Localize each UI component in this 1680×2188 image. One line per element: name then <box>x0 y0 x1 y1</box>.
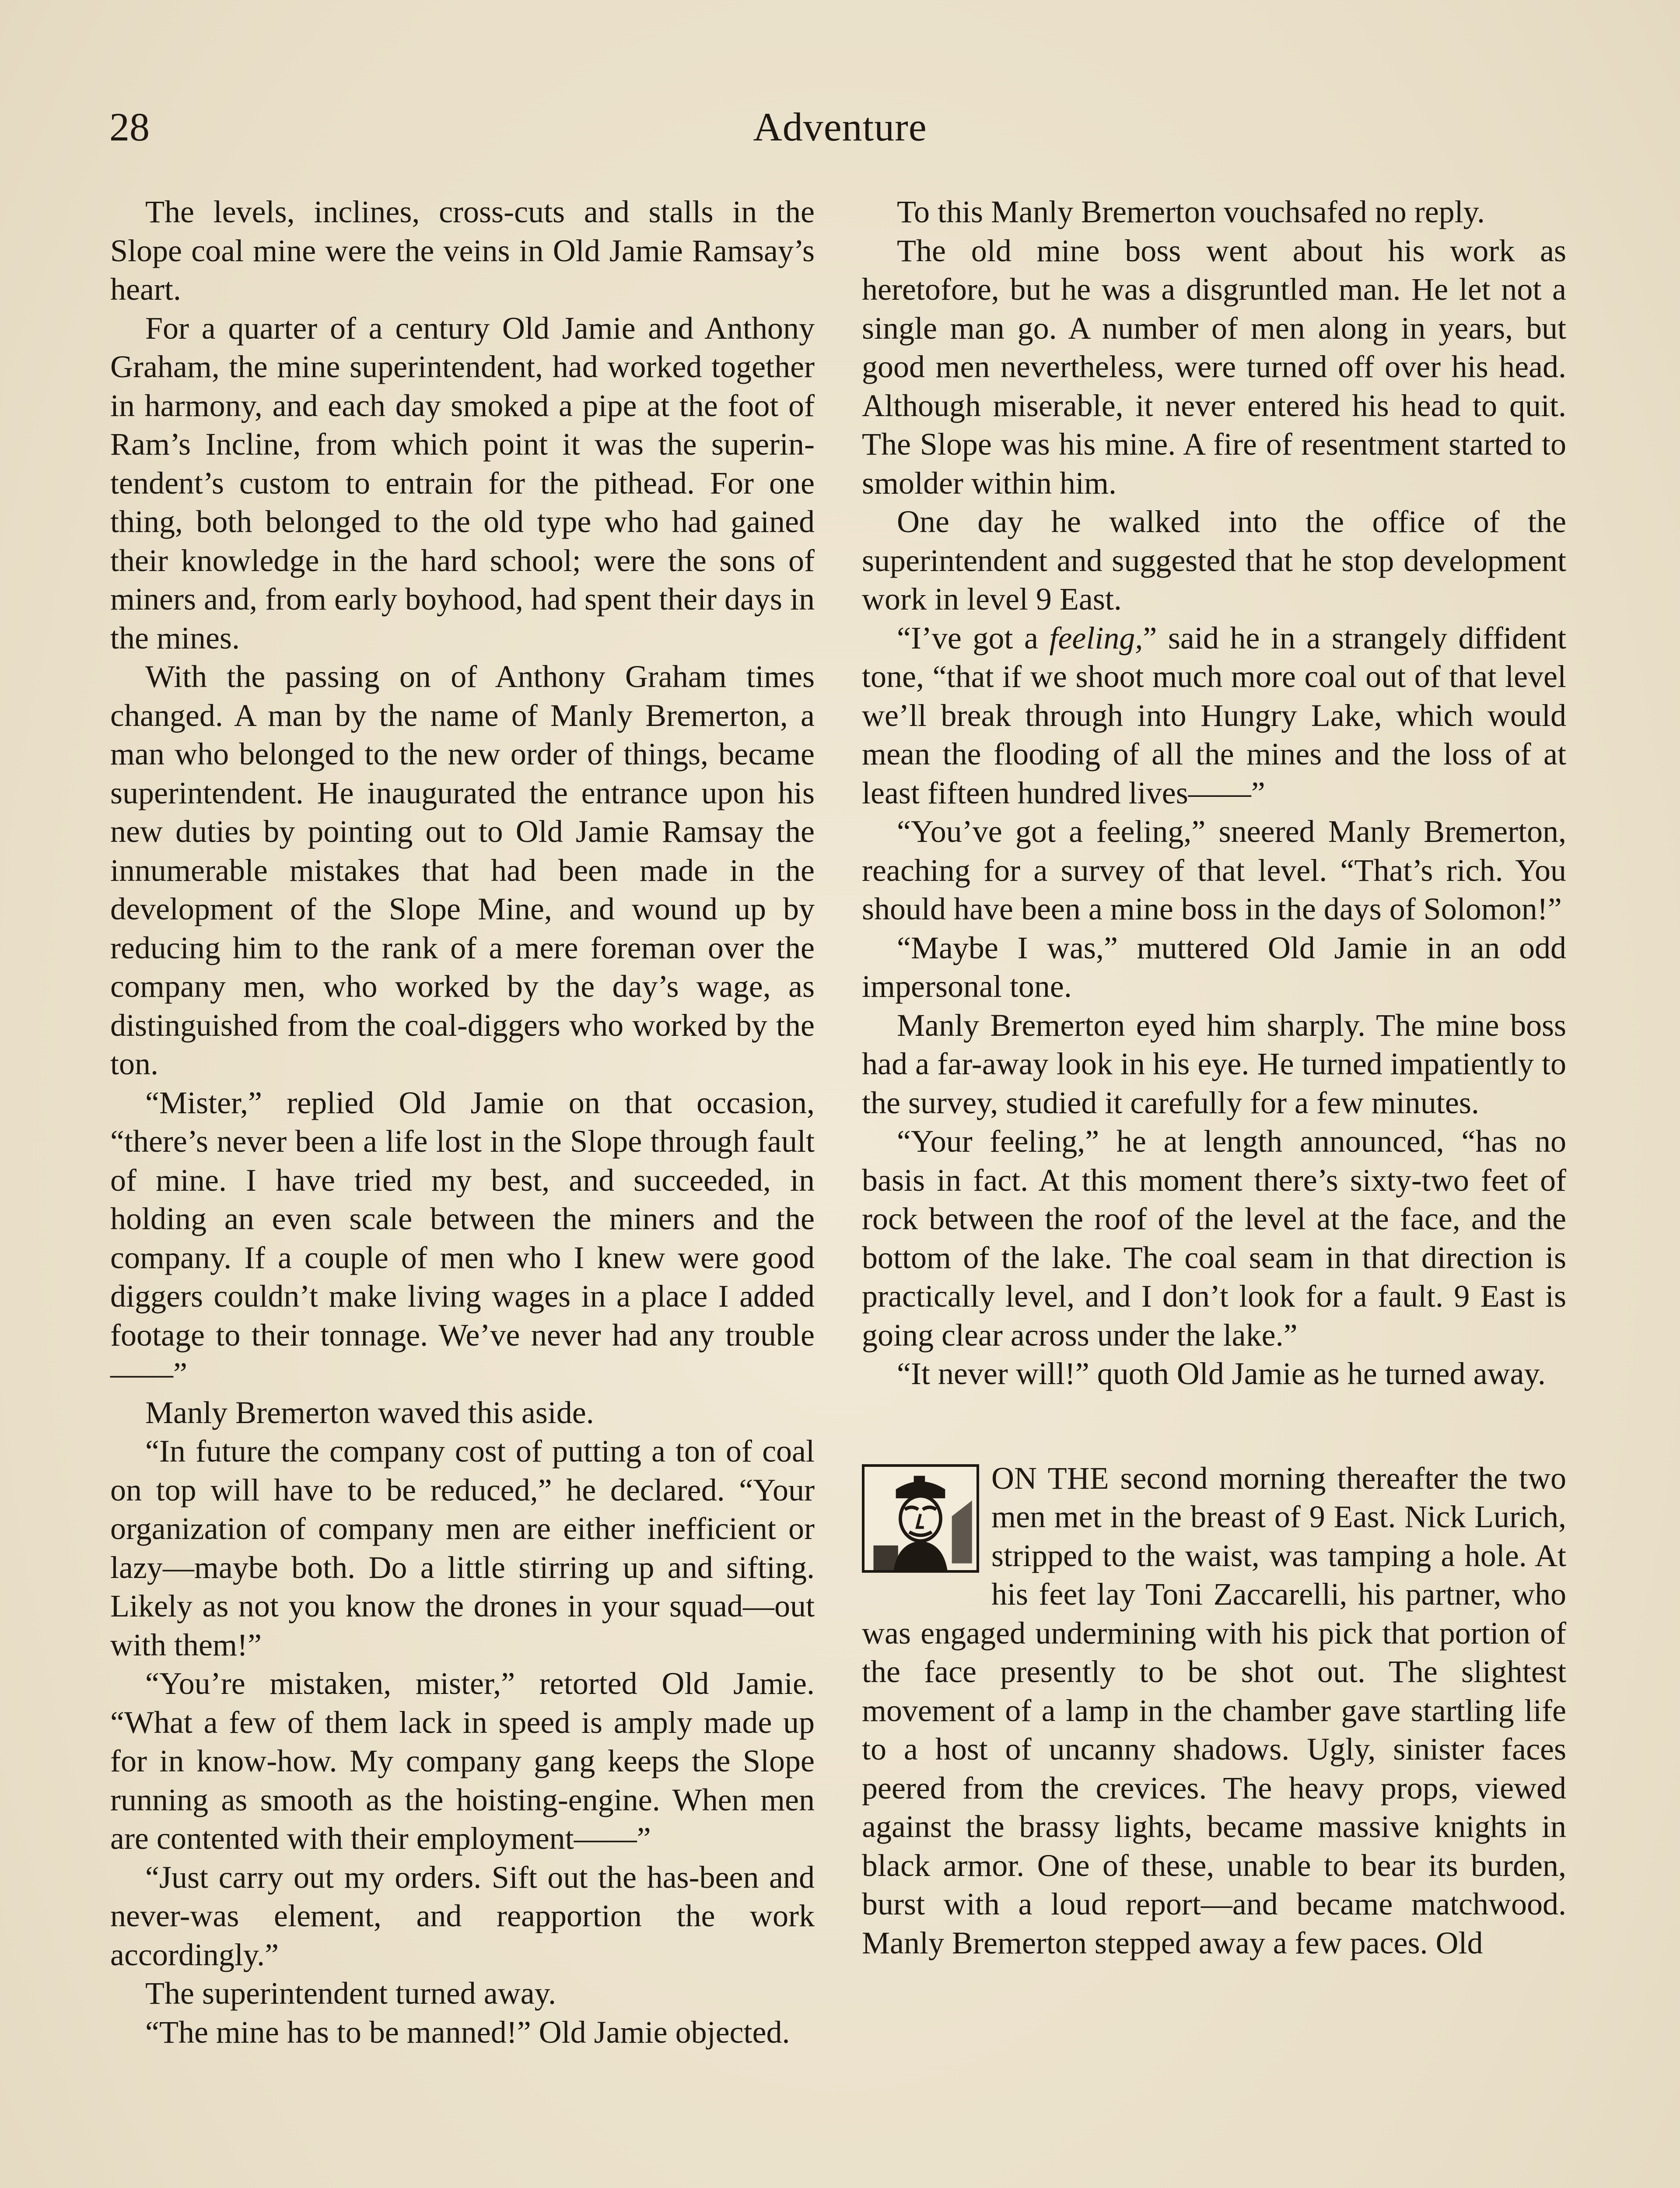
paragraph: Manly Bremerton waved this aside. <box>145 1395 594 1430</box>
paragraph: For a quarter of a century Old Jamie and Anthony Graham, the mine superintendent, had worked together in harmony, and each day smoked a pipe at the foot of Ram’s Incline, from which point it was the superintendent’s custom to entrain for the pithead. For one thing, both belonged to the old type who had gained their knowledge in the hard school; were the sons of miners and, from early boyhood, had spent their days in the mines. <box>110 310 815 656</box>
miner-illustration-icon <box>862 1464 979 1573</box>
paragraph: “You’ve got a feeling,” sneered Manly Bremerton, reaching for a survey of that level. “That’s rich. You should have been a mine boss in the days of Solomon!” <box>862 814 1566 926</box>
paragraph: “It never will!” quoth Old Jamie as he turned away. <box>897 1356 1546 1391</box>
paragraph: The levels, inclines, cross-cuts and stalls in the Slope coal mine were the veins in Old Jamie Ramsay’s heart. <box>110 194 815 307</box>
paragraph: “Just carry out my orders. Sift out the has-been and never-was element, and reapportion the work accordingly.” <box>110 1859 815 1972</box>
paragraph: The old mine boss went about his work as heretofore, but he was a disgruntled man. He let not a single man go. A number of men along in years, but good men nevertheless, were turned off over his head. Although miserable, it never entered his head to quit. The Slope was his mine. A fire of resentment started to smolder within him. <box>862 233 1566 501</box>
right-column <box>862 193 1566 1962</box>
paragraph: One day he walked into the office of the superintendent and suggested that he stop development work in level 9 East. <box>862 504 1566 617</box>
page-header <box>109 94 1571 160</box>
dropcap-text: ON THE second morning thereafter the two men met in the breast of 9 East. Nick Lurich, stripped to the waist, was tamping a hole. At his feet lay Toni Zaccarelli, his partner, who was engaged undermining with his pick that portion of the face presently to be shot out. The slightest movement of a lamp in the chamber gave startling life to a host of uncanny shadows. Ugly, sinister faces peered from the crevices. The heavy props, viewed against the brassy lights, became massive knights in black armor. One of these, unable to bear its burden, burst with a loud report—and became matchwood. Manly Bremerton stepped away a few paces. Old <box>862 1460 1566 1960</box>
section-break <box>862 1393 1566 1459</box>
paragraph: “The mine has to be manned!” Old Jamie objected. <box>145 2014 790 2050</box>
feeling-emphasis: feeling, <box>1049 620 1143 656</box>
paragraph: “Maybe I was,” muttered Old Jamie in an odd impersonal tone. <box>862 930 1566 1004</box>
paragraph: With the passing on of Anthony Graham times changed. A man by the name of Manly Bremerton, a man who belonged to the new order of things, became superintendent. He inaugurated the entrance upon his new duties by pointing out to Old Jamie Ramsay the innumerable mistakes that had been made in the development of the Slope Mine, and wound up by reducing him to the rank of a mere foreman over the company men, who worked by the day’s wage, as distinguished from the coal-diggers who worked by the ton. <box>110 659 815 1081</box>
dropcap-paragraph <box>862 1459 1566 1963</box>
paragraph: The superintendent turned away. <box>145 1976 556 2011</box>
paragraph: “Your feeling,” he at length announced, “has no basis in fact. At this moment there’s sixty-two feet of rock between the roof of the level at the face, and the bottom of the lake. The coal seam in that direction is practically level, and I don’t look for a fault. 9 East is going clear across under the lake.” <box>862 1124 1566 1353</box>
feeling-before: “I’ve got a <box>897 620 1050 656</box>
page-number: 28 <box>109 105 150 149</box>
left-column <box>110 193 815 2051</box>
paragraph: “In future the company cost of putting a ton of coal on top will have to be reduced,” he declared. “Your organization of company men are either inefficient or lazy—maybe both. Do a little stirring up and sifting. Likely as not you know the drones in your squad—out with them!” <box>110 1434 815 1662</box>
magazine-title: Adventure <box>753 105 927 149</box>
feeling-after: ” said he in a strangely diffident tone, “that if we shoot much more coal out of that level we’ll break through into Hungry Lake, which would mean the flooding of all the mines and the loss of at least fifteen hundred lives——” <box>862 620 1566 810</box>
paragraph: To this Manly Bremerton vouchsafed no reply. <box>897 194 1485 229</box>
paragraph: Manly Bremerton eyed him sharply. The mine boss had a far-away look in his eye. He turned impatiently to the survey, studied it carefully for a few minutes. <box>862 1007 1566 1120</box>
paragraph: “You’re mistaken, mister,” retorted Old Jamie. “What a few of them lack in speed is amply made up for in know-how. My company gang keeps the Slope running as smooth as the hoisting-engine. When men are contented with their employment——” <box>110 1666 815 1856</box>
paragraph: “Mister,” replied Old Jamie on that occasion, “there’s never been a life lost in the Slope through fault of mine. I have tried my best, and succeeded, in holding an even scale between the miners and the company. If a couple of men who I knew were good diggers couldn’t make living wages in a place I added footage to their tonnage. We’ve never had any trouble——” <box>110 1085 815 1391</box>
paragraph-feeling <box>862 619 1566 813</box>
